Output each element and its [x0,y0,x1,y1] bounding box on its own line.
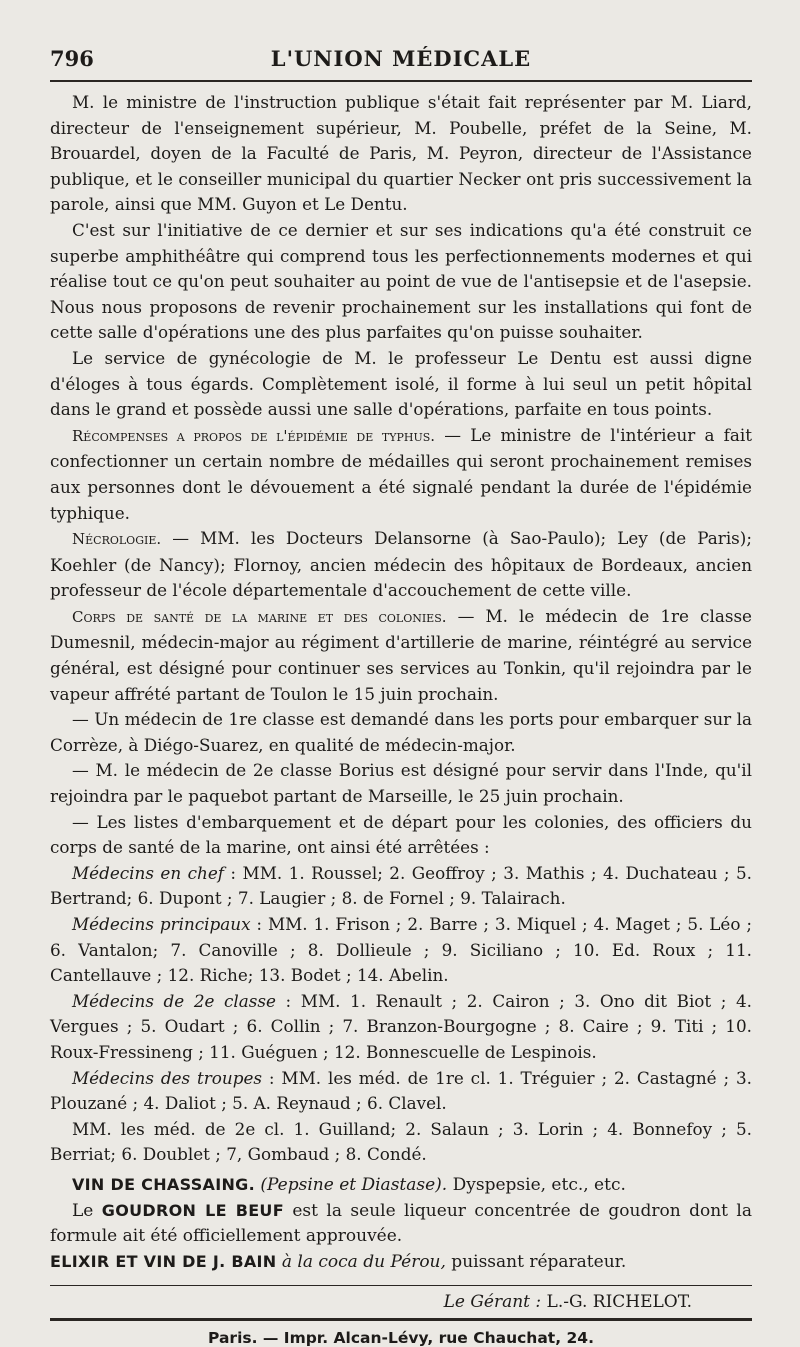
list-item [50,989,752,1066]
gerant-name: L.-G. RICHELOT. [541,1291,692,1312]
paragraph [50,423,752,526]
advertisement [50,1198,752,1249]
section-heading: Nécrologie. [72,530,162,549]
list-heading: Médecins des troupes [72,1067,262,1088]
ad-text: est la seule liqueur concentrée de goudron dont la formule ait été officiellement approuvée. [50,1200,752,1246]
paragraph: — Les listes d'embarquement et de départ pour les colonies, des officiers du corps de santé de la marine, ont ainsi été arrêtées : [50,811,752,858]
header-rule [50,80,752,82]
paragraph: M. le ministre de l'instruction publique s'était fait représenter par M. Liard, directeur de l'enseignement supérieur, M. Poubelle, préfet de la Seine, M. Brouardel, doyen de la Faculté de Paris, M. Peyron, directeur de l'Assistance publique, et le conseiller municipal du quartier Necker ont pris successivement la parole, ainsi que MM. Guyon et Le Dentu. [50,92,752,215]
list-item [50,1066,752,1117]
ad-text: Dyspepsie, etc., etc. [447,1174,626,1195]
section-heading: Corps de santé de la marine et des colonies. [72,607,447,626]
running-title: L'UNION MÉDICALE [270,46,532,71]
paragraph: — M. le médecin de 2e classe Borius est désigné pour servir dans l'Inde, qu'il rejoindra par le paquebot partant de Marseille, le 25 juin prochain. [50,760,752,807]
page-header [50,40,752,80]
section-heading: Récompenses a propos de l'épidémie de typhus. [72,426,436,445]
article-body [50,90,752,1168]
imprint: Paris. — Impr. Alcan-Lévy, rue Chauchat, 24. [208,1328,594,1347]
section-text: — M. le médecin de 1re classe Dumesnil, médecin-major au régiment d'artillerie de marine, réintégré au service général, est désigné pour continuer ses services au Tonkin, qu'il rejoindra par le vapeur affrété partant de Toulon le 15 juin prochain. [50,605,752,704]
ad-brand: GOUDRON LE BEUF [101,1200,284,1220]
advertisement [50,1249,752,1275]
list-heading: Médecins principaux [72,914,251,934]
section-text: — Le ministre de l'intérieur a fait confectionner un certain nombre de médailles qui seront prochainement remises aux personnes dont le dévouement a été signalé pendant la durée de l'épidémie typhique. [50,424,752,523]
list-heading: Médecins de 2e classe [72,990,276,1011]
list-text: : MM. 1. Renault ; 2. Cairon ; 3. Ono dit Biot ; 4. Vergues ; 5. Oudart ; 6. Collin ; 7. Branzon-Bourgogne ; 8. Caire ; 9. Titi ; 10. Roux-Fressineng ; 11. Guéguen ; 12. Bonnescuelle de Lespinois. [50,990,752,1062]
section-text: — MM. les Docteurs Delansorne (à Sao-Paulo); Ley (de Paris); Koehler (de Nancy); Flornoy, ancien médecin des hôpitaux de Bordeaux, ancien professeur de l'école départementale d'accouchement de cette ville. [50,528,752,601]
ad-text: puissant réparateur. [445,1251,627,1272]
advertisements [50,1172,752,1275]
paragraph: Le service de gynécologie de M. le professeur Le Dentu est aussi digne d'éloges à tous égards. Complètement isolé, il forme à lui seul un petit hôpital dans le grand et possède aussi une salle d'opérations, parfaite en tous points. [50,347,752,420]
imprint-rule [50,1318,752,1321]
paragraph [50,526,752,604]
paragraph [50,604,752,707]
ad-italic: (Pepsine et Diastase). [260,1174,448,1195]
list-text: : MM. 1. Roussel; 2. Geoffroy ; 3. Mathis ; 4. Duchateau ; 5. Bertrand; 6. Dupont ; 7. Laugier ; 8. de Fornel ; 9. Talairach. [50,862,753,909]
list-text: : MM. les méd. de 1re cl. 1. Tréguier ; 2. Castagné ; 3. Plouzané ; 4. Daliot ; 5. A. Reynaud ; 6. Clavel. [50,1067,753,1114]
paragraph: — Un médecin de 1re classe est demandé dans les ports pour embarquer sur la Corrèze, à Diégo-Suarez, en qualité de médecin-major. [50,709,752,755]
advertisement [50,1172,752,1198]
list-item [50,912,752,989]
list-item [50,861,752,912]
list-item: MM. les méd. de 2e cl. 1. Guilland; 2. Salaun ; 3. Lorin ; 4. Bonnefoy ; 5. Berriat; 6. Doublet ; 7, Gombaud ; 8. Condé. [50,1118,752,1165]
page-number: 796 [50,46,94,71]
ad-brand: VIN DE CHASSAING. [72,1174,255,1194]
paragraph: C'est sur l'initiative de ce dernier et sur ses indications qu'a été construit ce superbe amphithéâtre qui comprend tous les perfectionnements modernes et qui réalise tout ce qu'on peut souhaiter au point de vue de l'antisepsie et de l'asepsie. Nous nous proposons de revenir prochainement sur les installations qui font de cette salle d'opérations une des plus parfaites qu'on puisse souhaiter. [50,219,752,343]
list-text: : MM. 1. Frison ; 2. Barre ; 3. Miquel ; 4. Maget ; 5. Léo ; 6. Vantalon; 7. Canoville ; 8. Dollieule ; 9. Siciliano ; 10. Ed. Roux ; 11. Cantellauve ; 12. Riche; 13. Bodet ; 14. Abelin. [50,914,752,986]
gerant-label: Le Gérant : [443,1291,542,1312]
ad-italic: à la coca du Pérou, [276,1251,446,1272]
ad-brand: ELIXIR ET VIN DE J. BAIN [50,1251,277,1271]
gerant-line [50,1292,752,1312]
ad-text: Le [72,1200,102,1221]
footer-rule [50,1285,752,1286]
list-heading: Médecins en chef [72,862,224,883]
